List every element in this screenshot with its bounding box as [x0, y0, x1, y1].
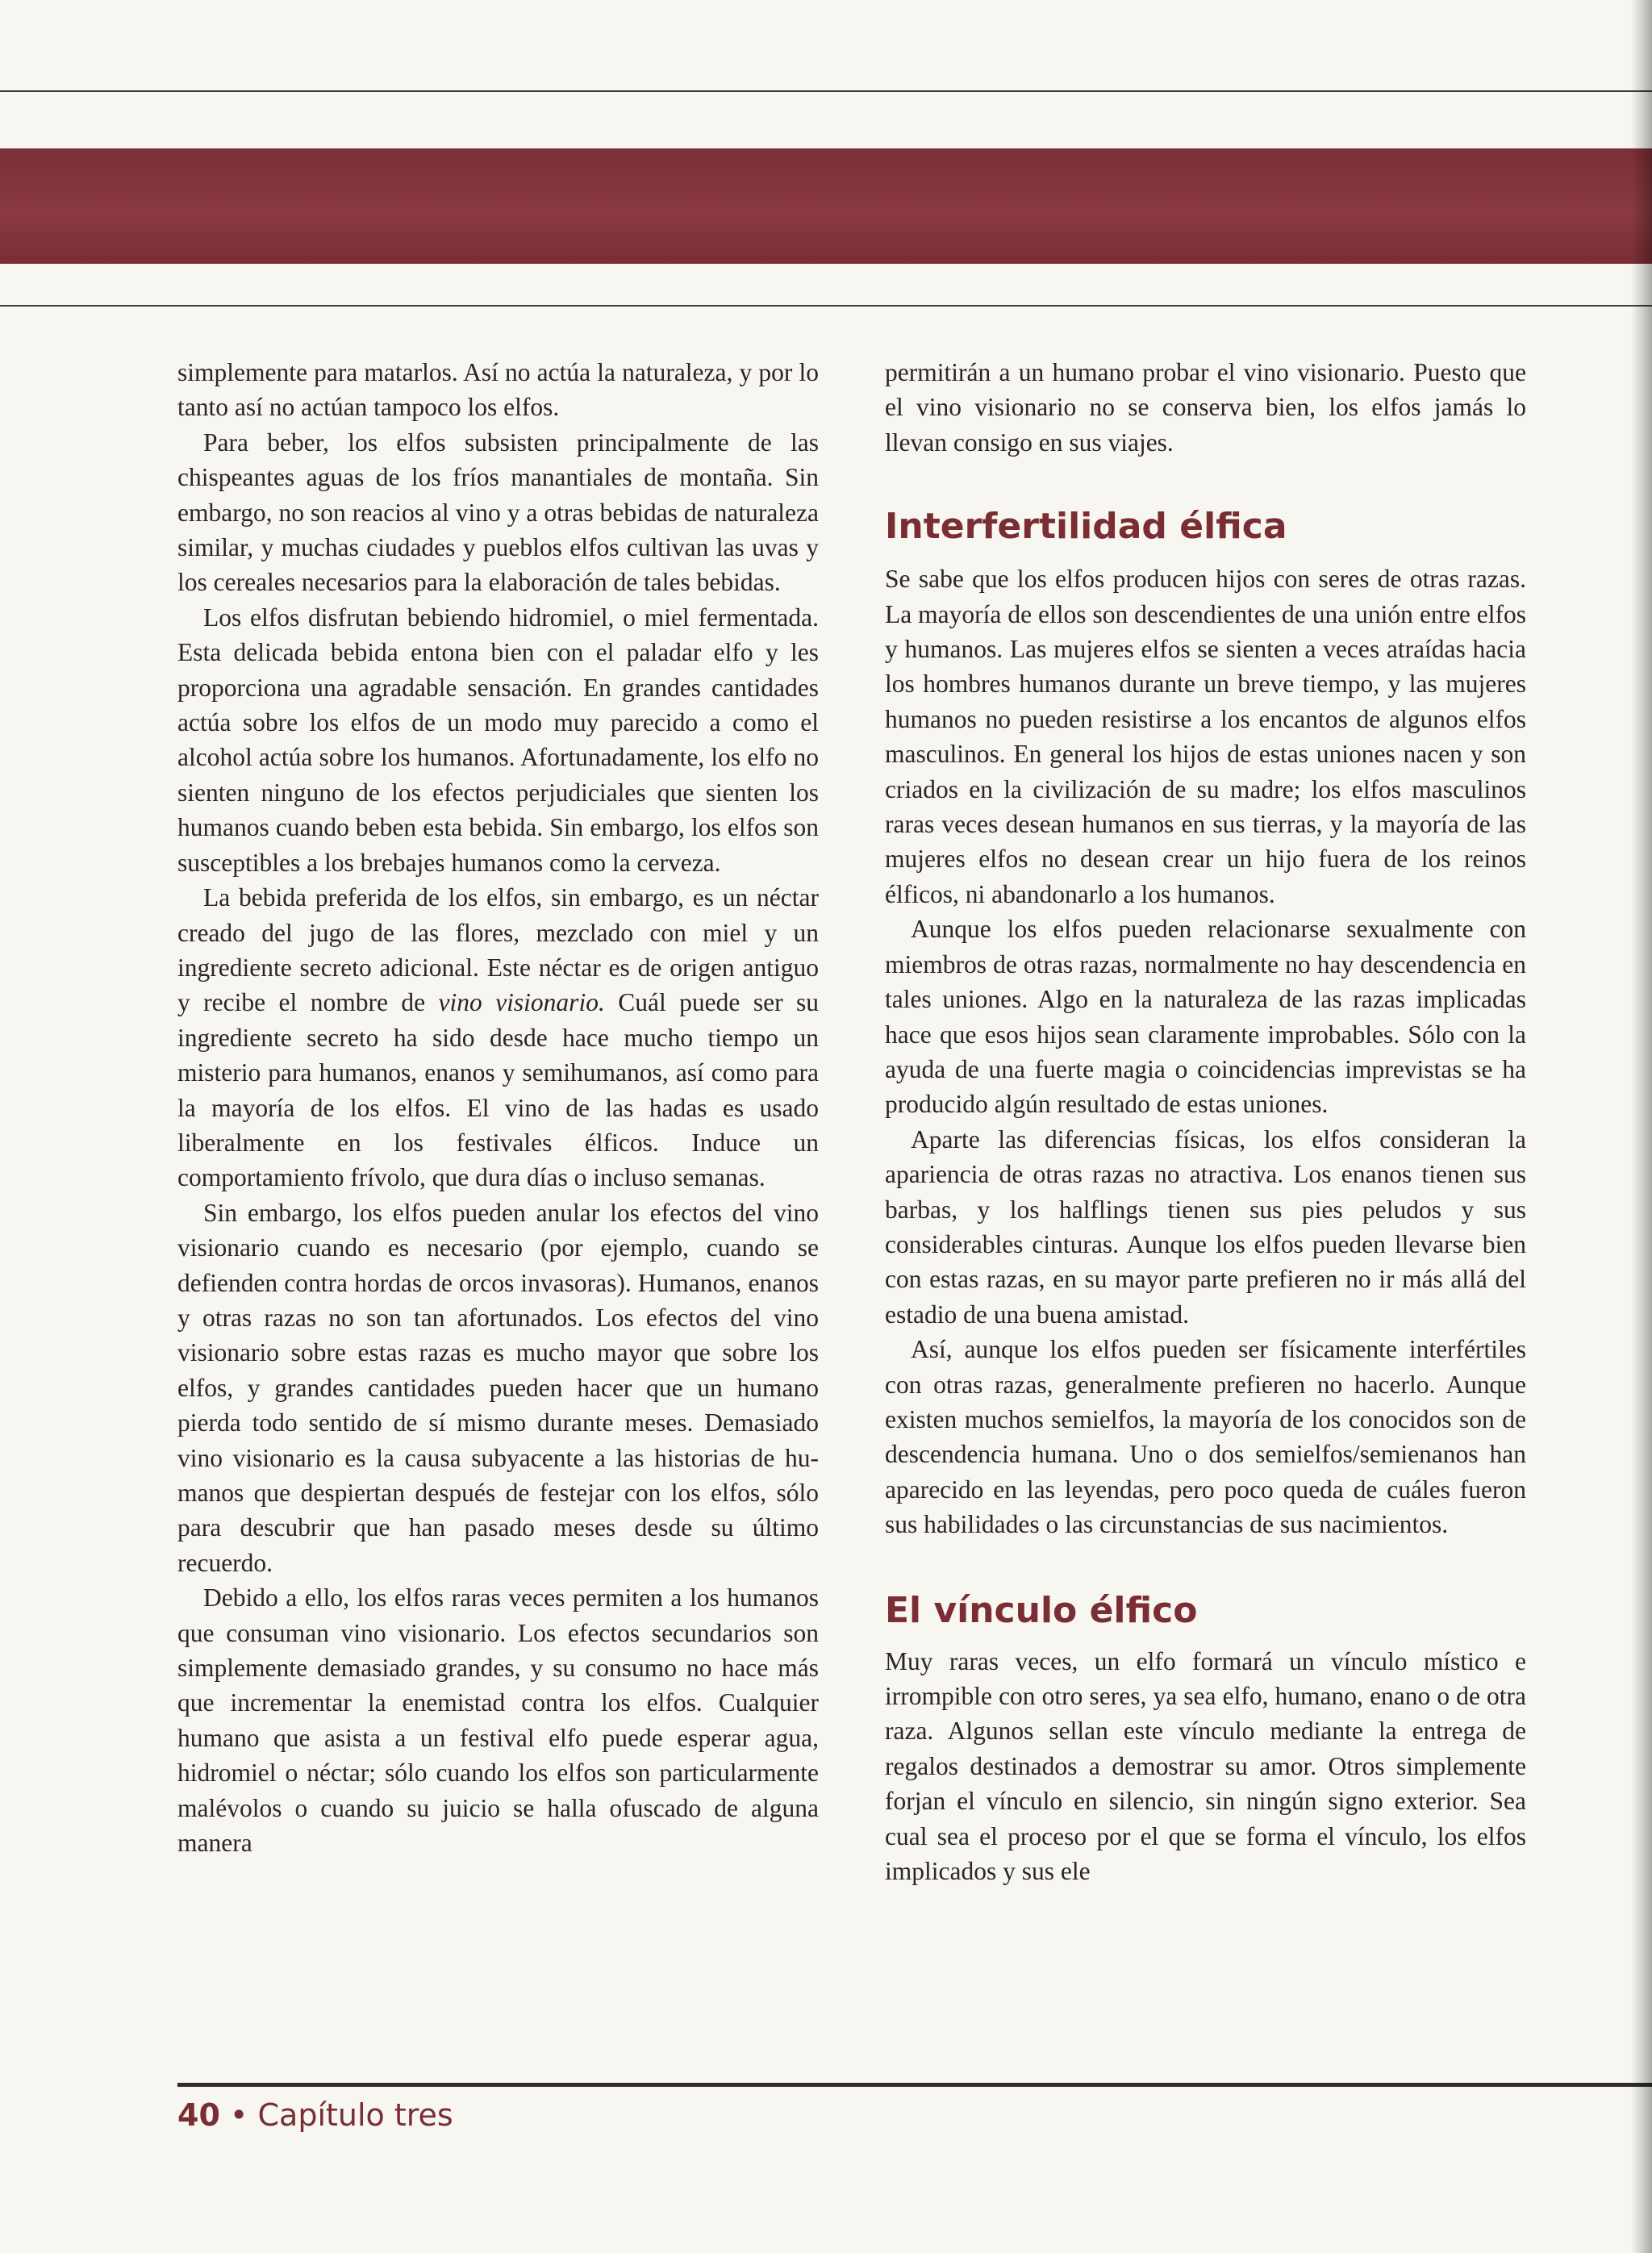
- paragraph: Se sabe que los elfos producen hijos con seres de otras razas. La mayoría de ellos son descendientes de una unión entre elfos y humanos. Las mujeres elfos se sienten a veces atraídas hacia los hombres humanos durante un breve tiempo, y las mujeres humanos no pueden resistirse a los encantos de algunos elfos masculinos. En general los hijos de estas uniones nacen y son criados en la civilización de su madre; los elfos masculinos raras veces desean humanos en sus tierras, y la mayoría de las mujeres elfos no desean crear un hijo fuera de los reinos élficos, ni abandonarlo a los humanos.: [885, 565, 1526, 908]
- section-heading: El vínculo élfico: [885, 1589, 1198, 1631]
- banner-rule: [0, 305, 1652, 307]
- paragraph: Aunque los elfos pueden relacionarse sexualmente con miembros de otras razas, normalmente no hay descendencia en tales uniones. Algo en la naturaleza de las razas implicadas hace que esos hijos sean claramente improbables. Sólo con la ayuda de una fuerte magia o coincidencias imprevistas se ha producido algún resultado de estas uniones.: [885, 915, 1526, 1119]
- paragraph: Aparte las diferencias físicas, los elfos consideran la apariencia de otras razas no atractiva. Los enanos tienen sus barbas, y los halflings tienen sus pies peludos y sus considerables cinturas. Aunque los elfos pueden llevarse bien con estas razas, en su mayor parte prefieren no ir más allá del estadio de una buena amistad.: [885, 1124, 1526, 1329]
- top-rule: [0, 90, 1652, 92]
- text-run: La bebida preferida de los elfos, sin embargo, es un néctar creado del jugo de las flores, mezclado con miel y un ingrediente secreto adicional. Este néctar es de origen antiguo y recibe el nombre de: [177, 883, 819, 1017]
- footer-separator: •: [229, 2097, 248, 2133]
- paragraph: simplemente para matarlos. Así no actúa la naturaleza, y por lo tanto así no actúan tampoco los elfos.: [177, 358, 819, 422]
- footer-rule: [177, 2083, 1652, 2087]
- paragraph: Debido a ello, los elfos raras veces permiten a los humanos que consuman vino visionario. Los efectos secundarios son simplemente demasiado grandes, y su consumo no hace más que incrementar la enemistad contra los elfos. Cualquier humano que asista a un festival elfo puede esperar agua, hidromiel o néctar; sólo cuando los elfos son particularmente malévolos o cuando su juicio se halla ofuscado de alguna manera: [177, 1583, 819, 1858]
- chapter-banner: [0, 148, 1652, 264]
- left-column: [177, 355, 819, 1860]
- paragraph: Sin embargo, los elfos pueden anular los efectos del vino visionario cuando es necesario (por ejemplo, cuando se defienden contra hordas de orcos invasoras). Humanos, enanos y otras razas no son tan afortunados. Los efectos del vino visionario sobre estas razas es mucho mayor que sobre los elfos, y grandes cantidades pueden hacer que un humano pierda todo sentido de sí mismo durante meses. Demasiado vino visionario es la causa subyacente a las historias de humanos que despiertan después de festejar con los elfos, sólo para descubrir que han pasado meses desde su último recuerdo.: [177, 1198, 819, 1577]
- right-column: [885, 355, 1526, 1888]
- page-edge-shadow: [1631, 0, 1652, 2253]
- paragraph: Muy raras veces, un elfo formará un vínculo místico e irrompible con otro seres, ya sea elfo, humano, enano o de otra raza. Algunos sellan este vínculo mediante la entrega de regalos destinados a demostrar su amor. Otros simplemente forjan el vínculo en silencio, sin ningún signo exterior. Sea cual sea el proceso por el que se forma el vínculo, los elfos implicados y sus ele: [885, 1646, 1526, 1886]
- section-heading: Interfertilidad élfica: [885, 506, 1287, 548]
- paragraph: [177, 880, 819, 1195]
- page-number: 40: [177, 2097, 220, 2133]
- page-footer: [177, 2092, 453, 2138]
- italic-term: vino visionario.: [438, 988, 605, 1017]
- paragraph: permitirán a un humano probar el vino visionario. Puesto que el vino visionario no se conserva bien, los elfos jamás lo llevan consigo en sus viajes.: [885, 358, 1526, 457]
- text-run: Cuál puede ser su ingrediente secreto ha sido desde hace mucho tiempo un misterio para humanos, enanos y semihumanos, así como para la mayoría de los elfos. El vino de las hadas es usado liberalmente en los festivales élficos. Induce un comportamiento frívolo, que dura días o incluso semanas.: [177, 988, 819, 1192]
- paragraph: Así, aunque los elfos pueden ser físicamente interfértiles con otras razas, generalmente prefieren no hacerlo. Aunque existen muchos semielfos, la mayoría de los conocidos son de descendencia humana. Uno o dos semielfos/semienanos han aparecido en las leyendas, pero poco queda de cuáles fueron sus habilidades o las circunstancias de sus nacimientos.: [885, 1335, 1526, 1539]
- paragraph: Para beber, los elfos subsisten principalmente de las chispeantes aguas de los fríos manantiales de montaña. Sin embargo, no son reacios al vino y a otras bebidas de naturaleza similar, y muchas ciudades y pueblos elfos cultivan las uvas y los cereales necesarios para la elaboración de tales bebidas.: [177, 428, 819, 597]
- chapter-title: Capítulo tres: [257, 2097, 453, 2133]
- paragraph: Los elfos disfrutan bebiendo hidromiel, o miel fermentada. Esta delicada bebida entona bien con el paladar elfo y les proporciona una agradable sensación. En grandes cantidades actúa sobre los elfos de un modo muy parecido a como el alcohol actúa sobre los humanos. Afortunadamente, los elfo no sienten ninguno de los efectos perjudiciales que sienten los humanos cuando beben esta bebida. Sin embargo, los elfos son susceptibles a los brebajes humanos como la cerveza.: [177, 603, 819, 877]
